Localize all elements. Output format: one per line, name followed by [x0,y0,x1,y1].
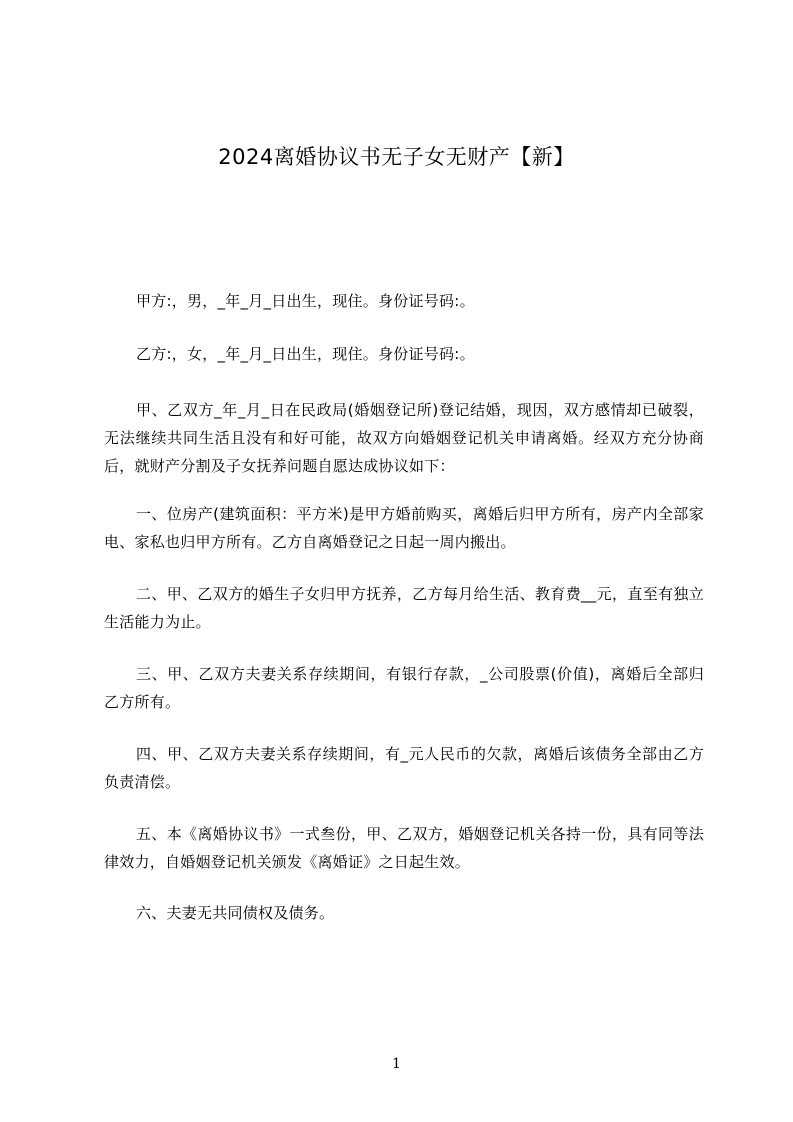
clause-children: 二、甲、乙双方的婚生子女归甲方抚养，乙方每月给生活、教育费__元，直至有独立生活能力为止。 [104,585,704,631]
clause-no-shared-debts: 六、夫妻无共同债权及债务。 [136,904,335,922]
party-b-info: 乙方:，女，_年_月_日出生，现住。身份证号码:。 [136,345,475,363]
clause-property: 一、位房产(建筑面积：平方米)是甲方婚前购买，离婚后归甲方所有，房产内全部家电、家私也归甲方所有。乙方自离婚登记之日起一周内搬出。 [104,505,704,551]
page-number: 1 [392,1056,401,1072]
clause-copies: 五、本《离婚协议书》一式叁份，甲、乙双方，婚姻登记机关各持一份，具有同等法律效力，自婚姻登记机关颁发《离婚证》之日起生效。 [104,825,704,871]
agreement-preamble: 甲、乙双方_年_月_日在民政局(婚姻登记所)登记结婚，现因，双方感情却已破裂，无法继续共同生活且没有和好可能，故双方向婚姻登记机关申请离婚。经双方充分协商后，就财产分割及子女抚养问题自愿达成协议如下： [104,401,704,475]
clause-debts: 四、甲、乙双方夫妻关系存续期间，有_元人民币的欠款，离婚后该债务全部由乙方负责清偿。 [104,745,704,791]
document-title: 2024离婚协议书无子女无财产【新】 [218,145,575,169]
party-a-info: 甲方:，男，_年_月_日出生，现住。身份证号码:。 [136,292,475,310]
clause-savings: 三、甲、乙双方夫妻关系存续期间，有银行存款，_公司股票(价值)，离婚后全部归乙方所有。 [104,665,704,711]
